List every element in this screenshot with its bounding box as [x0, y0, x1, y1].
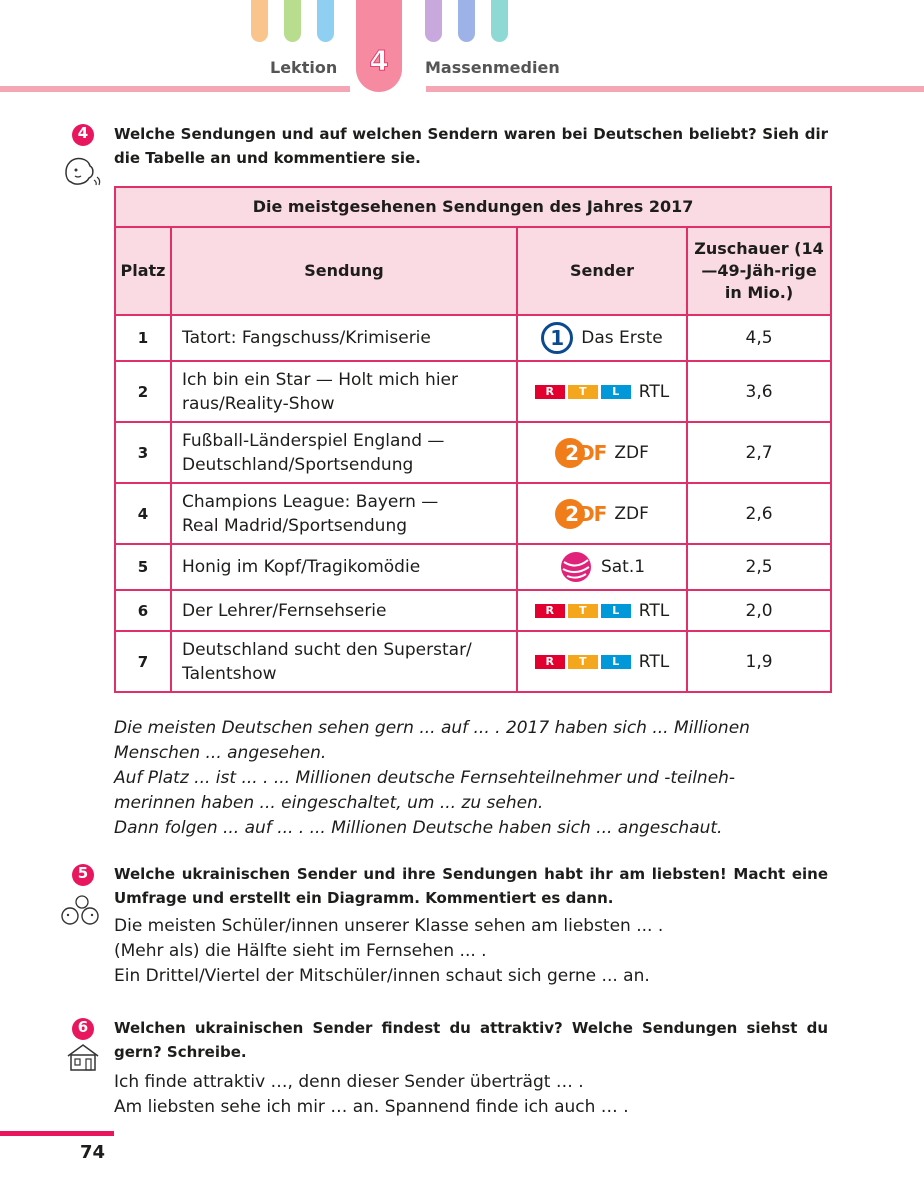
sendung-line: Honig im Kopf/Tragikomödie — [182, 557, 421, 577]
task-number-4: 4 — [72, 124, 94, 146]
col-header-zuschauer: Zuschauer (14—49-Jäh-rige in Mio.) — [687, 227, 831, 315]
cell-sendung — [171, 361, 517, 422]
task-number-6: 6 — [72, 1018, 94, 1040]
cell-platz: 6 — [115, 590, 171, 631]
cell-sender — [517, 315, 687, 361]
table-row — [115, 544, 831, 590]
footer-bar — [0, 1131, 114, 1136]
task-5-line: Die meisten Schüler/innen unserer Klasse sehen am liebsten ... . — [114, 916, 664, 936]
cell-sendung — [171, 315, 517, 361]
comment-line: Menschen ... angesehen. — [114, 743, 327, 763]
task-4-title: Welche Sendungen und auf welchen Sendern waren bei Deutschen beliebt? Sieh dir die Tabelle an und kommentiere sie. — [114, 125, 828, 167]
color-tab — [317, 0, 334, 42]
color-tab — [458, 0, 475, 42]
cell-zuschauer: 2,5 — [687, 544, 831, 590]
cell-sender — [517, 590, 687, 631]
cell-zuschauer: 2,0 — [687, 590, 831, 631]
sendung-line: Deutschland/Sportsendung — [182, 454, 414, 475]
cell-sendung — [171, 590, 517, 631]
task-6-line: Ich finde attraktiv …, denn dieser Sender überträgt … . — [114, 1072, 584, 1092]
header-line-left — [0, 86, 350, 92]
cell-sender — [517, 544, 687, 590]
sendung-line: Ich bin ein Star — Holt mich hier — [182, 369, 458, 390]
sat1-logo-icon — [559, 550, 593, 584]
cell-sendung — [171, 631, 517, 692]
col-header-sender: Sender — [517, 227, 687, 315]
table-row — [115, 590, 831, 631]
sendung-line: Real Madrid/Sportsendung — [182, 515, 408, 536]
cell-sendung — [171, 483, 517, 544]
sendung-line: Tatort: Fangschuss/Krimiserie — [182, 328, 431, 348]
lesson-number: 4 — [369, 44, 389, 77]
speaking-face-icon — [62, 156, 102, 188]
zdf-logo-icon: 2DF — [555, 438, 606, 468]
sender-name: Sat.1 — [600, 557, 646, 577]
task-5-line: Ein Drittel/Viertel der Mitschüler/innen schaut sich gerne ... an. — [114, 966, 650, 986]
house-icon — [66, 1042, 100, 1072]
cell-sender — [517, 422, 687, 483]
table-row — [115, 422, 831, 483]
table-caption: Die meistgesehenen Sendungen des Jahres 2017 — [115, 187, 831, 227]
cell-platz: 7 — [115, 631, 171, 692]
color-tab — [251, 0, 268, 42]
color-tab — [491, 0, 508, 42]
task-5-title: Welche ukrainischen Sender und ihre Sendungen habt ihr am liebsten! Macht eine Umfrage und erstellt ein Diagramm. Kommentiert es dann. — [114, 865, 828, 907]
lektion-label: Lektion — [270, 58, 338, 77]
table-row — [115, 361, 831, 422]
cell-platz: 2 — [115, 361, 171, 422]
task-6-title: Welchen ukrainischen Sender findest du attraktiv? Welche Sendungen siehst du gern? Schreibe. — [114, 1019, 828, 1061]
rtl-logo-icon: R T L — [535, 655, 631, 669]
cell-sendung — [171, 422, 517, 483]
cell-sender — [517, 361, 687, 422]
rtl-logo-icon: R T L — [535, 385, 631, 399]
sender-name: Das Erste — [581, 328, 663, 348]
comment-line: Dann folgen ... auf ... . ... Millionen Deutsche haben sich ... angeschaut. — [114, 818, 723, 838]
sender-name: ZDF — [614, 503, 649, 524]
cell-zuschauer: 1,9 — [687, 631, 831, 692]
cell-platz: 4 — [115, 483, 171, 544]
sendung-line: Fußball-Länderspiel England — — [182, 430, 445, 451]
rtl-logo-icon: R T L — [535, 604, 631, 618]
cell-sendung — [171, 544, 517, 590]
table-row — [115, 631, 831, 692]
task-5-line: (Mehr als) die Hälfte sieht im Fernsehen ... . — [114, 941, 487, 961]
color-tab — [284, 0, 301, 42]
sender-name: RTL — [638, 651, 670, 672]
sendung-line: Deutschland sucht den Superstar/ — [182, 639, 472, 660]
sendung-line: Der Lehrer/Fernsehserie — [182, 600, 387, 621]
sendung-line: Talentshow — [182, 663, 277, 684]
color-tab — [425, 0, 442, 42]
page-number: 74 — [80, 1142, 106, 1163]
cell-zuschauer: 2,6 — [687, 483, 831, 544]
table-row — [115, 483, 831, 544]
comment-line: Die meisten Deutschen sehen gern ... auf ... . 2017 haben sich ... Millionen — [114, 718, 750, 738]
cell-zuschauer: 2,7 — [687, 422, 831, 483]
task-6-line: Am liebsten sehe ich mir … an. Spannend finde ich auch … . — [114, 1097, 629, 1117]
sender-name: RTL — [638, 381, 670, 402]
comment-line: merinnen haben ... eingeschaltet, um ... zu sehen. — [114, 793, 544, 813]
cell-zuschauer: 4,5 — [687, 315, 831, 361]
table-row — [115, 315, 831, 361]
ard-logo-icon: 1 — [541, 322, 573, 354]
cell-platz: 3 — [115, 422, 171, 483]
cell-platz: 1 — [115, 315, 171, 361]
sendung-line: Champions League: Bayern — — [182, 491, 439, 512]
cell-sender — [517, 631, 687, 692]
comment-line: Auf Platz ... ist ... . ... Millionen deutsche Fernsehteilnehmer und -teilneh- — [114, 768, 736, 788]
sender-name: RTL — [638, 600, 670, 621]
zdf-logo-icon: 2DF — [555, 499, 606, 529]
group-talking-icon — [58, 892, 102, 928]
cell-zuschauer: 3,6 — [687, 361, 831, 422]
cell-sender — [517, 483, 687, 544]
cell-platz: 5 — [115, 544, 171, 590]
header-line-right — [426, 86, 924, 92]
lesson-title: Massenmedien — [425, 58, 560, 77]
col-header-sendung: Sendung — [171, 227, 517, 315]
tv-shows-table — [114, 186, 832, 693]
sendung-line: raus/Reality-Show — [182, 393, 335, 414]
task-number-5: 5 — [72, 864, 94, 886]
col-header-platz: Platz — [115, 227, 171, 315]
sender-name: ZDF — [614, 442, 649, 463]
